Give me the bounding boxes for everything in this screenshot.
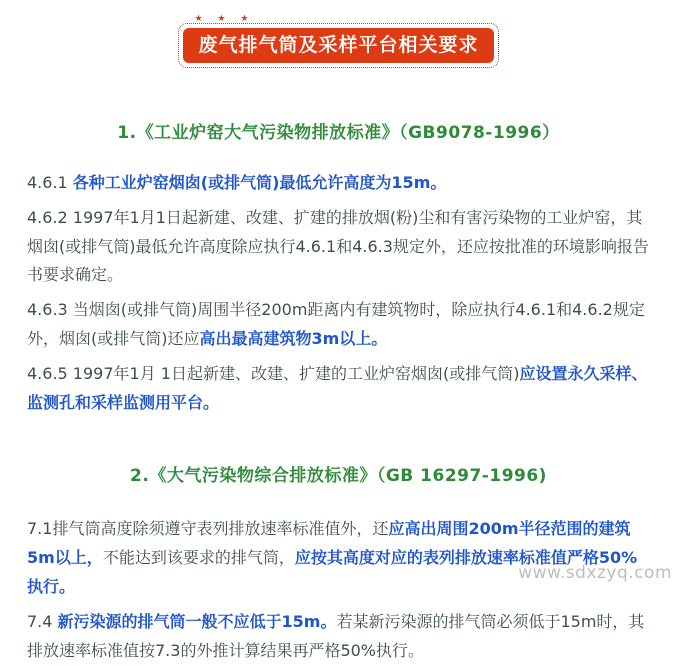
standard-section <box>27 118 650 417</box>
body-text: 4.6.1 <box>27 173 73 192</box>
emphasis-text: 应高出周围200m半径范围的建筑5m以上， <box>27 519 631 568</box>
body-text: 7.1排气筒高度除须遵守表列排放速率标准值外，还 <box>27 519 389 539</box>
emphasis-text: 各种工业炉窑烟囱(或排气筒)最低允许高度为15m。 <box>72 173 447 192</box>
body-text: 4.6.5 1997年1月 1日起新建、改建、扩建的工业炉窑烟囱(或排气筒) <box>27 363 520 383</box>
section-heading: 1.《工业炉窑大气污染物排放标准》（GB9078-1996） <box>117 123 560 143</box>
clause-paragraph <box>27 360 650 418</box>
body-text: 4.6.3 当烟囱(或排气筒)周围半径200m距离内有建筑物时，除应执行4.6.1和4.6.2规定外，烟囱(或排气筒)还应 <box>27 300 645 348</box>
title-banner-row <box>0 0 677 68</box>
clause-paragraph <box>27 296 650 354</box>
clause-paragraph <box>27 204 650 290</box>
body-text: 4.6.2 1997年1月1日起新建、改建、扩建的排放烟(粉)尘和有害污染物的工业炉窑，其烟囱(或排气筒)最低允许高度除应执行4.6.1和4.6.3规定外，还应按批准的环境影响报告书要求确定。 <box>27 207 649 285</box>
watermark: www.sdxzyq.com <box>518 563 672 583</box>
clause-paragraph <box>27 515 650 601</box>
clause-paragraph <box>27 608 650 665</box>
stars-decoration-icon: ★ ★ ★ <box>194 14 255 24</box>
title-box-dotted-border <box>178 23 498 68</box>
emphasis-text: 高出最高建筑物3m以上。 <box>199 328 388 348</box>
body-text: 不能达到该要求的排气筒， <box>102 548 295 568</box>
title-banner <box>178 14 498 68</box>
page-title: 废气排气筒及采样平台相关要求 <box>183 28 493 63</box>
body-text: 7.4 <box>27 611 58 631</box>
section-heading: 2.《大气污染物综合排放标准》（GB 16297-1996) <box>130 466 547 487</box>
emphasis-text: 应设置永久采样、监测孔和采样监测用平台。 <box>27 363 648 412</box>
emphasis-text: 应按其高度对应的表列排放速率标准值严格50%执行。 <box>27 548 638 596</box>
clause-paragraph <box>27 169 650 198</box>
body-text: 若某新污染源的排气筒必须低于15m时，其排放速率标准值按7.3的外推计算结果再严格50%执行。 <box>27 611 645 660</box>
emphasis-text: 新污染源的排气筒一般不应低于15m。 <box>57 611 337 631</box>
